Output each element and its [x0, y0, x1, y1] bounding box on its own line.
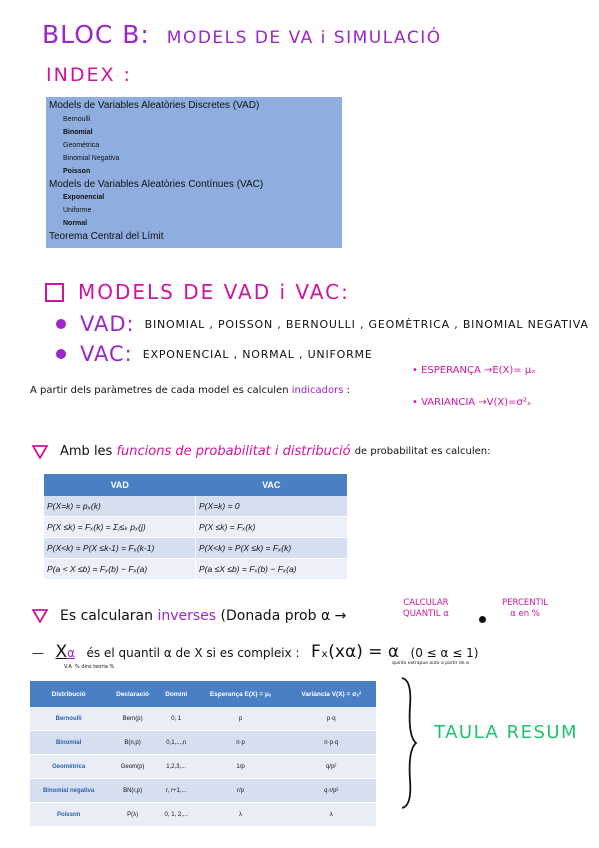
calcular-line-1: CALCULAR [403, 598, 449, 608]
table-cell: 1/p [195, 755, 287, 779]
table-row [30, 731, 376, 755]
amb-b: funcions de probabilitat i distribució [116, 444, 351, 459]
models-heading [45, 280, 350, 304]
amb-a: Amb les [60, 444, 113, 459]
amb-c: de probabilitat es calculen: [354, 446, 491, 457]
indicators-intro-c: : [346, 385, 350, 396]
table-cell: 1,2,3,... [158, 755, 195, 779]
table-cell: 0,1,...,n [158, 731, 195, 755]
index-section: Models de Variables Aleatòries Discretes (VAD) [49, 100, 260, 111]
vad-label: VAD: [80, 312, 135, 336]
triangle-icon [32, 445, 48, 459]
table-cell: Bernoulli [30, 707, 107, 731]
index-subitem: Uniforme [63, 207, 92, 214]
index-subitem: Bernoulli [63, 115, 91, 123]
table-cell: λ [195, 803, 287, 827]
amb-line [32, 444, 490, 459]
variancia-indicator: • VARIANCIA →V(X)=σ²ₓ [412, 397, 532, 408]
checkbox-square-icon [45, 283, 64, 302]
table-row [44, 559, 347, 580]
table-cell: P(X ≤k) = Fₓ(k) = Σⱼ≤ₖ pₓ(j) [44, 517, 196, 538]
models-heading-text: MODELS DE VAD i VAC: [78, 280, 350, 304]
quantil-alpha: α [67, 646, 76, 660]
table-cell: BN(r,p) [107, 779, 158, 803]
vad-text: BINOMIAL , POISSON , BERNOULLI , GEOMÈTRICA , BINOMIAL NEGATIVA [144, 317, 589, 331]
resum-header: Declaració [107, 681, 158, 707]
table-cell: Geom(p) [107, 755, 158, 779]
title-main: BLOC B: [42, 20, 150, 49]
quantil-sub-mid: % dins teoria % [74, 664, 115, 670]
table-cell: r/p [195, 779, 287, 803]
table-cell: p [195, 707, 287, 731]
index-subitem: Exponencial [63, 194, 105, 201]
page-title [42, 20, 442, 49]
index-subitem: Binomial Negativa [63, 154, 120, 162]
quantil-dash: — [32, 646, 44, 660]
table-row [44, 496, 347, 517]
table-cell: P(X ≤k) = Fₓ(k) [196, 517, 348, 538]
title-sub: MODELS DE VA i SIMULACIÓ [166, 28, 442, 48]
probability-table [44, 474, 347, 580]
resum-header: Distribució [30, 681, 107, 707]
table-cell: P(X<k) = P(X ≤k) = Fₓ(k) [196, 538, 348, 559]
indicators-intro-a: A partir dels paràmetres de cada model es calculen [30, 385, 289, 396]
bullet-dot-icon [56, 319, 66, 329]
indicators-intro-b: indicadors [291, 385, 344, 396]
calcular-quantil [403, 598, 449, 620]
table-cell: p·q [287, 707, 377, 731]
table-cell: r, r+1,... [158, 779, 195, 803]
vac-text: EXPONENCIAL , NORMAL , UNIFORME [142, 347, 373, 361]
table-cell: P(X=k) = 0 [196, 496, 348, 517]
table-cell: Binomial negativa [30, 779, 107, 803]
indicators-intro [30, 385, 350, 396]
table-row [44, 517, 347, 538]
vac-label: VAC: [80, 342, 133, 366]
resum-header: Esperança E(X) = μₓ [195, 681, 287, 707]
table-row [30, 755, 376, 779]
table-cell: P(λ) [107, 803, 158, 827]
table-row [30, 707, 376, 731]
quantil-text: és el quantil α de X si es compleix : [86, 646, 300, 660]
esperanca-indicator: • ESPERANÇA →E(X)= μₓ [412, 365, 536, 376]
resum-header: Domini [158, 681, 195, 707]
prob-header-vad: VAD [44, 474, 196, 496]
index-section: Models de Variables Aleatòries Contínues (VAC) [49, 178, 264, 190]
inverses-c: (Donada prob α → [220, 608, 347, 624]
percentil [502, 598, 548, 620]
bullet-dot-icon [56, 349, 66, 359]
table-cell: Poisson [30, 803, 107, 827]
quantil-formula-note: quinto extrapue auto a partir de α [392, 661, 469, 666]
quantil-definition [32, 642, 478, 662]
inverses-b: inverses [157, 608, 217, 624]
table-row [30, 803, 376, 827]
table-cell: Geomètrica [30, 755, 107, 779]
vac-bullet [56, 342, 373, 366]
table-cell: q·r/p² [287, 779, 377, 803]
index-subitem: Normal [63, 220, 88, 227]
quantil-formula: Fₓ(xα) = α [310, 642, 400, 662]
table-cell: n·p·q [287, 731, 377, 755]
quantil-sub-left: V.A [64, 664, 72, 670]
table-cell: q/p² [287, 755, 377, 779]
index-section: Teorema Central del Límit [49, 231, 164, 242]
vad-bullet [56, 312, 589, 336]
summary-table [30, 681, 376, 827]
triangle-icon [32, 609, 48, 623]
table-cell: n·p [195, 731, 287, 755]
separator-dot-icon [479, 616, 486, 623]
table-cell: λ [287, 803, 377, 827]
table-cell: P(X<k) = P(X ≤k-1) = Fₓ(k-1) [44, 538, 196, 559]
table-cell: P(X=k) = pₓ(k) [44, 496, 196, 517]
table-cell: Binomial [30, 731, 107, 755]
inverses-line [32, 608, 346, 624]
table-cell: P(a < X ≤b) = Fₓ(b) − Fₓ(a) [44, 559, 196, 580]
calcular-line-2: QUANTIL α [403, 609, 449, 619]
taula-resum-label: TAULA RESUM [434, 722, 579, 743]
inverses-a: Es calcularan [60, 608, 154, 624]
curly-brace-icon [398, 676, 420, 810]
table-cell: 0, 1 [158, 707, 195, 731]
quantil-x: X [55, 642, 68, 662]
index-subitem: Poisson [63, 167, 91, 175]
resum-header: Variància V(X) = σₓ² [287, 681, 377, 707]
table-cell: 0, 1, 2,... [158, 803, 195, 827]
table-row [44, 538, 347, 559]
quantil-subscript-notes [64, 664, 114, 670]
table-cell: B(n,p) [107, 731, 158, 755]
prob-header-vac: VAC [196, 474, 348, 496]
quantil-range: (0 ≤ α ≤ 1) [410, 646, 479, 660]
percentil-line-1: PERCENTIL [502, 598, 549, 608]
percentil-line-2: α en % [510, 609, 540, 619]
table-row [30, 779, 376, 803]
index-heading: INDEX : [46, 64, 132, 86]
index-subitem: Geomètrica [63, 141, 100, 149]
index-subitem: Binomial [63, 128, 93, 136]
index-box [46, 97, 342, 248]
table-cell: P(a ≤X ≤b) = Fₓ(b) − Fₓ(a) [196, 559, 348, 580]
table-cell: Bern(p) [107, 707, 158, 731]
